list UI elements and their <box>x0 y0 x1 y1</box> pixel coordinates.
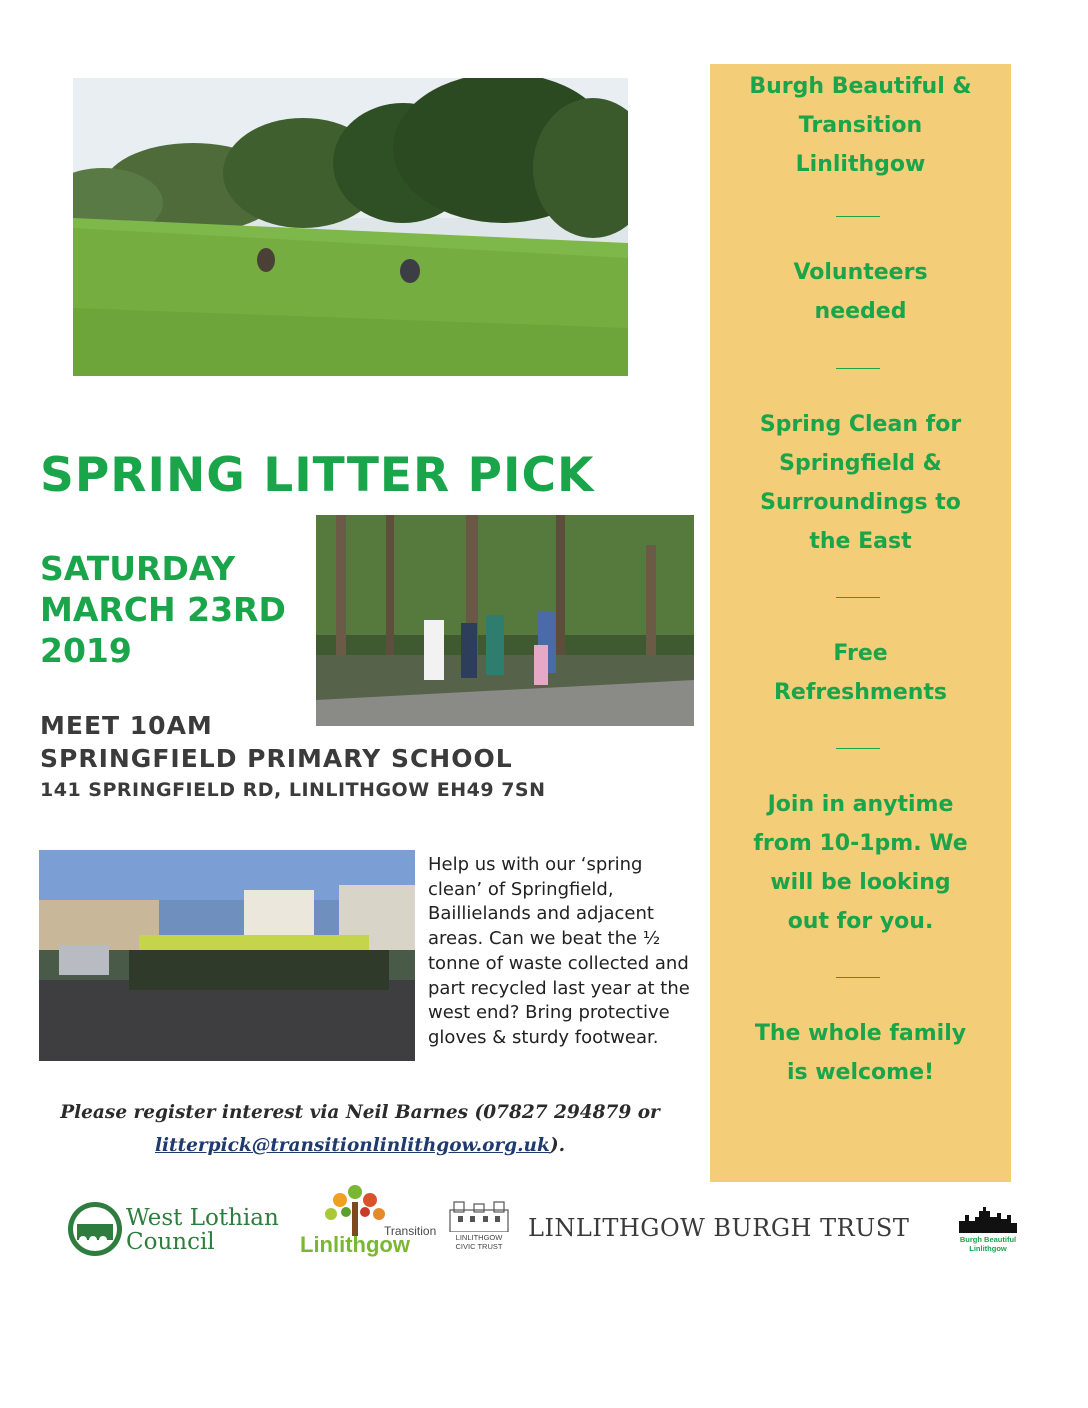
date-line: 2019 <box>40 631 132 670</box>
meeting-venue: SPRINGFIELD PRIMARY SCHOOL <box>40 744 513 773</box>
sidebar-line: Free <box>833 641 888 666</box>
burgh-beautiful-name <box>955 1235 1021 1253</box>
sidebar-line: is welcome! <box>786 1060 935 1085</box>
sidebar-line: Join in anytime <box>767 792 954 817</box>
date-line: MARCH 23RD <box>40 590 286 629</box>
register-note <box>40 1096 680 1162</box>
bbl-line: Linlithgow <box>969 1244 1007 1253</box>
sidebar-divider <box>836 748 880 749</box>
sidebar-line: Surroundings to <box>760 490 961 515</box>
civic-line: CIVIC TRUST <box>455 1242 503 1251</box>
sidebar-line: Refreshments <box>773 680 948 705</box>
sidebar-join <box>710 785 1011 941</box>
sidebar-spring-clean <box>710 405 1011 561</box>
sidebar-line: Spring Clean for <box>759 412 962 437</box>
civic-trust-logo <box>448 1200 510 1260</box>
register-prefix: Please register interest via Neil Barnes (07827 294879 or <box>60 1102 660 1123</box>
wlc-line: West Lothian <box>126 1205 279 1231</box>
burgh-beautiful-logo <box>955 1205 1021 1257</box>
sidebar-line: Volunteers <box>793 260 928 285</box>
info-sidebar <box>710 64 1011 1182</box>
building-icon <box>448 1200 510 1232</box>
sidebar-family <box>710 1014 1011 1092</box>
register-suffix: ). <box>549 1135 566 1156</box>
meeting-time: MEET 10AM <box>40 711 213 740</box>
sidebar-line: Burgh Beautiful & <box>749 74 972 99</box>
transition-label: Transition <box>384 1224 437 1238</box>
civic-line: LINLITHGOW <box>455 1233 503 1242</box>
group-photo <box>39 850 415 1061</box>
meeting-details <box>40 709 546 805</box>
sidebar-line: needed <box>814 299 907 324</box>
sidebar-refreshments <box>710 634 1011 712</box>
sidebar-divider <box>836 216 880 217</box>
park-photo <box>73 78 628 376</box>
date-line: SATURDAY <box>40 549 236 588</box>
civic-trust-name <box>448 1233 510 1251</box>
burgh-trust-logo: LINLITHGOW BURGH TRUST <box>528 1214 910 1242</box>
sidebar-line: out for you. <box>787 909 934 934</box>
sidebar-divider <box>836 597 880 598</box>
sidebar-divider <box>836 977 880 978</box>
bbl-line: Burgh Beautiful <box>959 1235 1017 1244</box>
sidebar-line: Transition <box>798 113 923 138</box>
sidebar-line: will be looking <box>770 870 951 895</box>
email-link[interactable]: litterpick@transitionlinlithgow.org.uk <box>154 1135 550 1156</box>
meeting-address: 141 SPRINGFIELD RD, LINLITHGOW EH49 7SN <box>40 779 546 801</box>
west-lothian-council-logo <box>66 1200 280 1262</box>
wlc-name <box>126 1206 279 1254</box>
wlc-line: Council <box>126 1229 215 1255</box>
sidebar-line: Linlithgow <box>795 152 926 177</box>
sidebar-line: Springfield & <box>779 451 942 476</box>
event-date <box>40 548 286 671</box>
description-text: Help us with our ‘spring clean’ of Springfield, Baillielands and adjacent areas. Can we beat the ½ tonne of waste collected and part recycled last year at the west end? Bring protective gloves & sturdy footwear. <box>428 854 690 1048</box>
page-title: SPRING LITTER PICK <box>40 448 595 503</box>
skyline-icon <box>955 1205 1021 1233</box>
sidebar-org <box>710 67 1011 184</box>
linlithgow-label: Linlithgow <box>300 1232 410 1257</box>
viaduct-icon <box>66 1200 124 1258</box>
sidebar-volunteers <box>710 253 1011 331</box>
transition-linlithgow-logo <box>300 1182 437 1262</box>
sidebar-line: The whole family <box>754 1021 967 1046</box>
volunteers-photo <box>316 515 694 726</box>
sidebar-line: from 10-1pm. We <box>753 831 968 856</box>
sidebar-divider <box>836 368 880 369</box>
sidebar-line: the East <box>809 529 912 554</box>
